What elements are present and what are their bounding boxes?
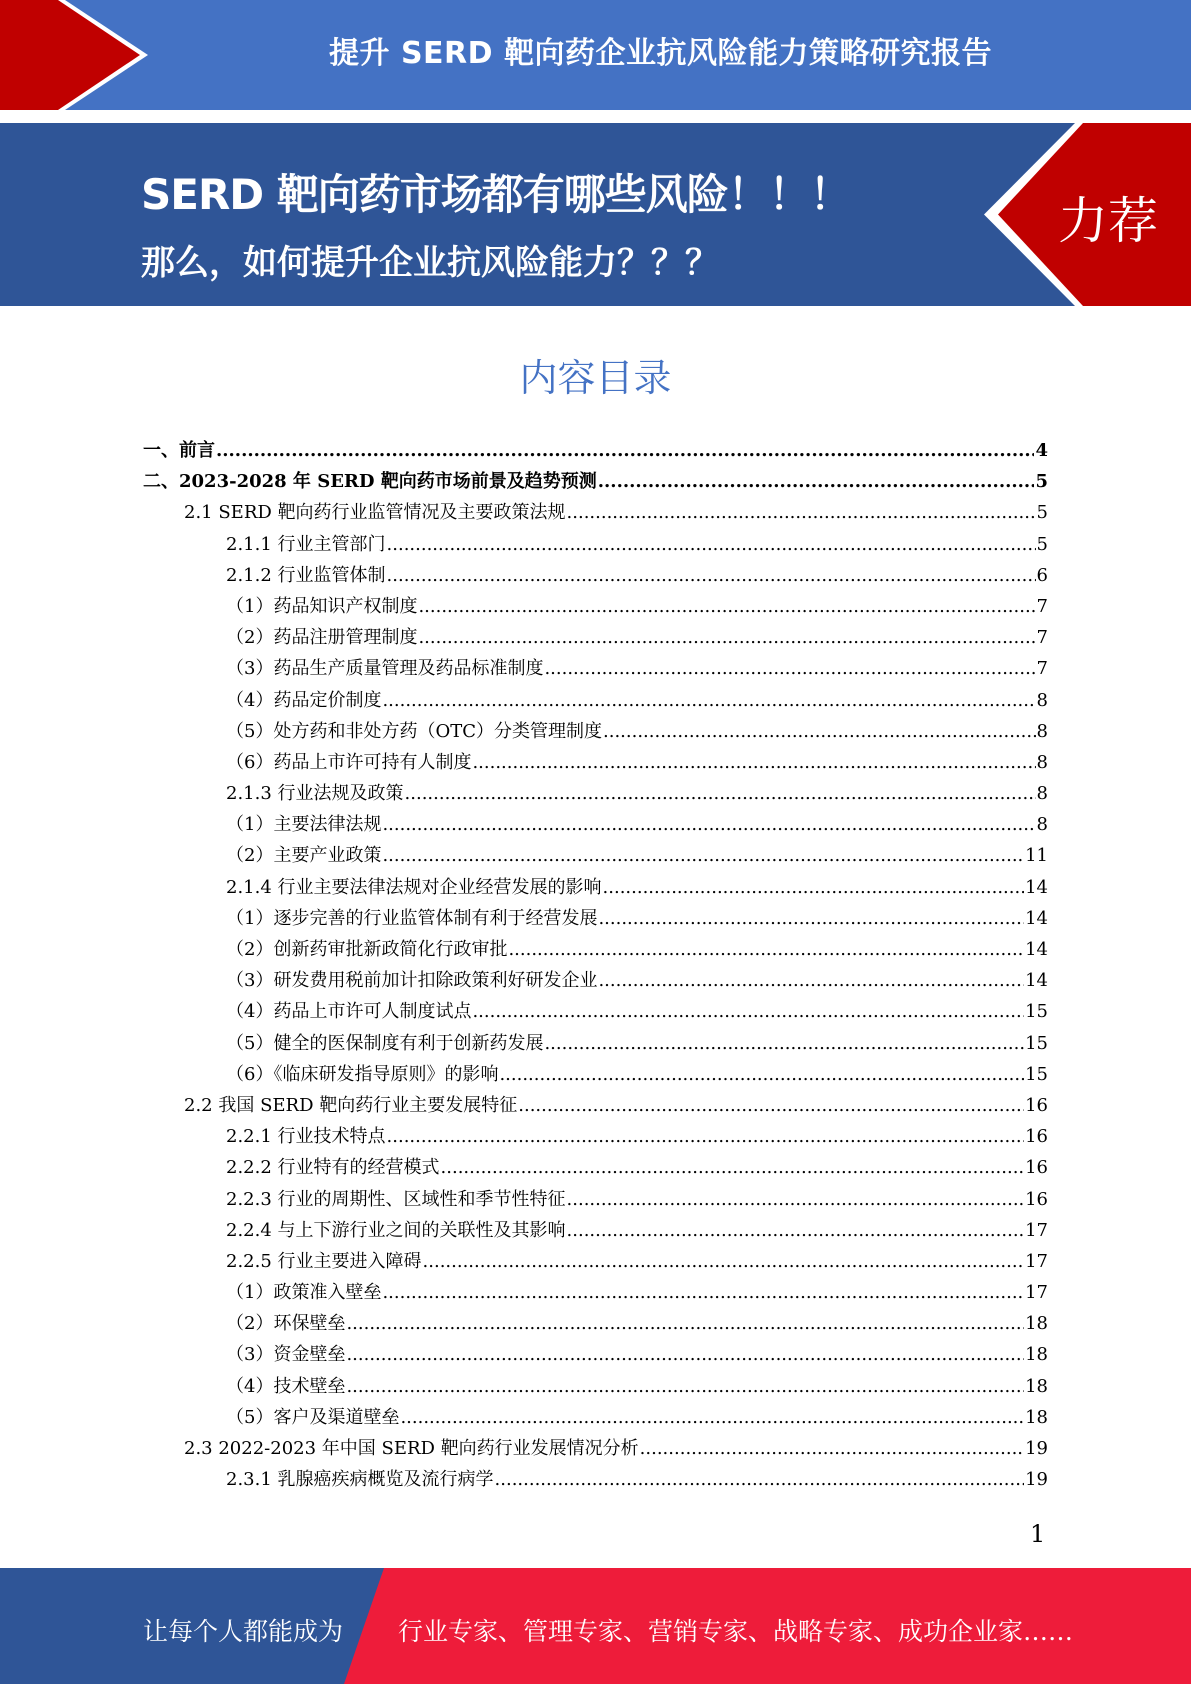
toc-entry-page: 16 (1025, 1126, 1048, 1148)
toc-entry[interactable] (143, 904, 1048, 935)
toc-leader-dots (598, 970, 1024, 991)
toc-leader-dots (382, 814, 1035, 835)
toc-entry[interactable] (143, 1372, 1048, 1403)
toc-entry-title: 2.1.1 行业主管部门 (226, 533, 386, 555)
toc-entry-title: 一、前言 (143, 440, 215, 461)
toc-entry-page: 16 (1025, 1157, 1048, 1179)
toc-leader-dots (567, 1220, 1025, 1241)
toc-entry-title: （4）药品上市许可人制度试点 (226, 1001, 472, 1023)
toc-entry-title: 2.2.3 行业的周期性、区域性和季节性特征 (226, 1188, 566, 1210)
toc-entry[interactable] (143, 1309, 1048, 1340)
toc-entry-page: 15 (1025, 1032, 1048, 1054)
toc-entry-page: 8 (1036, 720, 1048, 742)
toc-entry-page: 7 (1036, 627, 1048, 649)
toc-entry-title: 2.1.4 行业主要法律法规对企业经营发展的影响 (226, 876, 602, 898)
toc-entry[interactable] (143, 810, 1048, 841)
toc-leader-dots (405, 783, 1036, 804)
toc-entry-title: （2）主要产业政策 (226, 845, 382, 867)
toc-entry-title: 2.1.2 行业监管体制 (226, 564, 386, 586)
toc-leader-dots (382, 690, 1035, 711)
toc-entry[interactable] (143, 717, 1048, 748)
toc-entry-page: 5 (1036, 502, 1048, 524)
toc-entry-title: 2.3 2022-2023 年中国 SERD 靶向药行业发展情况分析 (184, 1438, 639, 1459)
toc-leader-dots (495, 1469, 1025, 1490)
toc-entry-page: 15 (1025, 1001, 1048, 1023)
toc-leader-dots (598, 908, 1024, 929)
toc-entry[interactable] (143, 1153, 1048, 1184)
toc-leader-dots (387, 534, 1036, 555)
toc-entry[interactable] (143, 779, 1048, 810)
toc-title: 内容目录 (519, 356, 672, 400)
toc-entry-page: 17 (1025, 1282, 1048, 1304)
toc-entry-title: （5）客户及渠道壁垒 (226, 1406, 400, 1428)
toc-leader-dots (382, 1282, 1024, 1303)
toc-leader-dots (346, 1344, 1024, 1365)
toc-leader-dots (216, 440, 1034, 461)
toc-entry[interactable] (143, 1278, 1048, 1309)
toc-entry[interactable] (143, 498, 1048, 529)
toc-entry[interactable] (143, 1185, 1048, 1216)
toc-leader-dots (387, 1126, 1025, 1147)
toc-entry-title: 2.2.2 行业特有的经营模式 (226, 1157, 440, 1179)
toc-entry-title: （2）药品注册管理制度 (226, 627, 418, 649)
toc-entry-page: 16 (1025, 1188, 1048, 1210)
toc-entry-page: 7 (1036, 658, 1048, 680)
toc-entry-title: 2.2.4 与上下游行业之间的关联性及其影响 (226, 1219, 566, 1241)
toc-entry-title: （1）政策准入壁垒 (226, 1282, 382, 1304)
toc-entry-page: 14 (1025, 876, 1048, 898)
toc-entry-page: 8 (1036, 751, 1048, 773)
toc-leader-dots (387, 565, 1036, 586)
toc-entry-page: 8 (1036, 689, 1048, 711)
toc-entry-title: （6）药品上市许可持有人制度 (226, 751, 472, 773)
toc-entry-title: （2）创新药审批新政简化行政审批 (226, 939, 508, 960)
toc-entry-page: 5 (1036, 533, 1048, 555)
toc-entry-title: 2.1 SERD 靶向药行业监管情况及主要政策法规 (184, 502, 566, 524)
toc-leader-dots (499, 1064, 1024, 1085)
toc-entry-title: （2）环保壁垒 (226, 1313, 346, 1335)
toc-leader-dots (400, 1407, 1024, 1428)
toc-entry-page: 6 (1036, 564, 1048, 586)
toc-entry-title: 2.2.5 行业主要进入障碍 (226, 1250, 422, 1272)
toc-leader-dots (441, 1157, 1025, 1178)
toc-leader-dots (544, 658, 1035, 679)
toc-entry[interactable] (143, 997, 1048, 1028)
toc-entry[interactable] (143, 935, 1048, 966)
toc-entry-page: 4 (1035, 440, 1048, 461)
toc-entry[interactable] (143, 748, 1048, 779)
toc-entry[interactable] (143, 1465, 1048, 1496)
toc-entry-title: （4）技术壁垒 (226, 1375, 346, 1397)
toc-leader-dots (598, 471, 1035, 492)
headline-risk: SERD 靶向药市场都有哪些风险！！！ (141, 170, 851, 219)
footer-slogan-right: 行业专家、管理专家、营销专家、战略专家、成功企业家…… (398, 1617, 1074, 1646)
toc-entry-title: 2.3.1 乳腺癌疾病概览及流行病学 (226, 1469, 494, 1491)
toc-leader-dots (544, 1033, 1024, 1054)
toc-entry-page: 14 (1025, 907, 1048, 929)
toc-entry-title: （1）主要法律法规 (226, 814, 382, 836)
toc-entry-page: 14 (1025, 970, 1048, 992)
toc-entry[interactable] (143, 654, 1048, 685)
toc-entry-title: 2.1.3 行业法规及政策 (226, 783, 404, 805)
toc-entry-page: 11 (1025, 845, 1048, 867)
toc-entry[interactable] (143, 873, 1048, 904)
toc-entry[interactable] (143, 436, 1048, 467)
toc-entry-title: （6）《临床研发指导原则》的影响 (226, 1063, 499, 1085)
toc-leader-dots (472, 752, 1035, 773)
toc-entry[interactable] (143, 530, 1048, 561)
toc-entry-page: 18 (1025, 1313, 1048, 1335)
toc-entry-title: （1）药品知识产权制度 (226, 595, 418, 617)
toc-entry[interactable] (143, 592, 1048, 623)
headline-question: 那么，如何提升企业抗风险能力？？？ (141, 243, 719, 283)
toc-leader-dots (508, 939, 1024, 960)
toc-entry-page: 7 (1036, 595, 1048, 617)
toc-leader-dots (567, 502, 1036, 523)
toc-leader-dots (382, 845, 1024, 866)
toc-leader-dots (603, 877, 1025, 898)
toc-entry-page: 19 (1025, 1469, 1048, 1491)
toc-entry-page: 18 (1025, 1344, 1048, 1366)
toc-entry-page: 8 (1036, 814, 1048, 836)
toc-entry[interactable] (143, 1247, 1048, 1278)
toc-entry-title: （5）健全的医保制度有利于创新药发展 (226, 1032, 544, 1054)
toc-leader-dots (518, 1095, 1024, 1116)
toc-entry-title: （4）药品定价制度 (226, 689, 382, 711)
toc-entry[interactable] (143, 686, 1048, 717)
toc-entry-page: 16 (1025, 1094, 1048, 1116)
toc-leader-dots (603, 721, 1036, 742)
toc-entry-title: 2.2.1 行业技术特点 (226, 1126, 386, 1148)
toc-entry-page: 15 (1025, 1063, 1048, 1085)
toc-entry[interactable] (143, 1060, 1048, 1091)
toc-entry[interactable] (143, 1434, 1048, 1465)
toc-entry[interactable] (143, 1340, 1048, 1371)
toc-leader-dots (423, 1251, 1025, 1272)
table-of-contents (143, 436, 1048, 1496)
toc-entry-title: 二、2023-2028 年 SERD 靶向药市场前景及趋势预测 (143, 471, 597, 493)
toc-entry-title: （5）处方药和非处方药（OTC）分类管理制度 (226, 720, 602, 742)
toc-entry[interactable] (143, 467, 1048, 498)
toc-entry-page: 14 (1025, 939, 1048, 960)
toc-entry-page: 5 (1035, 471, 1048, 493)
toc-leader-dots (346, 1313, 1024, 1334)
toc-entry-title: （3）药品生产质量管理及药品标准制度 (226, 658, 544, 680)
toc-entry-title: （3）研发费用税前加计扣除政策利好研发企业 (226, 970, 598, 992)
toc-leader-dots (640, 1438, 1024, 1459)
toc-entry-title: （1）逐步完善的行业监管体制有利于经营发展 (226, 907, 598, 929)
toc-entry-page: 8 (1036, 783, 1048, 805)
toc-entry-title: 2.2 我国 SERD 靶向药行业主要发展特征 (184, 1094, 518, 1116)
toc-leader-dots (346, 1376, 1024, 1397)
toc-entry[interactable] (143, 1122, 1048, 1153)
toc-entry-title: （3）资金壁垒 (226, 1344, 346, 1366)
report-title: 提升 SERD 靶向药企业抗风险能力策略研究报告 (329, 36, 992, 71)
toc-leader-dots (567, 1189, 1025, 1210)
footer-slogan-left: 让每个人都能成为 (143, 1617, 344, 1646)
toc-entry-page: 18 (1025, 1375, 1048, 1397)
toc-entry[interactable] (143, 1403, 1048, 1434)
toc-entry-page: 17 (1025, 1219, 1048, 1241)
toc-leader-dots (418, 596, 1035, 617)
toc-entry[interactable] (143, 1091, 1048, 1122)
toc-leader-dots (472, 1001, 1024, 1022)
toc-entry-page: 18 (1025, 1406, 1048, 1428)
page-number: 1 (1030, 1520, 1046, 1548)
toc-entry-page: 19 (1025, 1438, 1048, 1459)
toc-entry[interactable] (143, 1216, 1048, 1247)
toc-entry-page: 17 (1025, 1250, 1048, 1272)
toc-entry[interactable] (143, 623, 1048, 654)
toc-leader-dots (418, 627, 1035, 648)
badge-label: 力荐 (1058, 192, 1158, 250)
toc-entry[interactable] (143, 841, 1048, 872)
toc-entry[interactable] (143, 561, 1048, 592)
toc-entry[interactable] (143, 966, 1048, 997)
toc-entry[interactable] (143, 1029, 1048, 1060)
